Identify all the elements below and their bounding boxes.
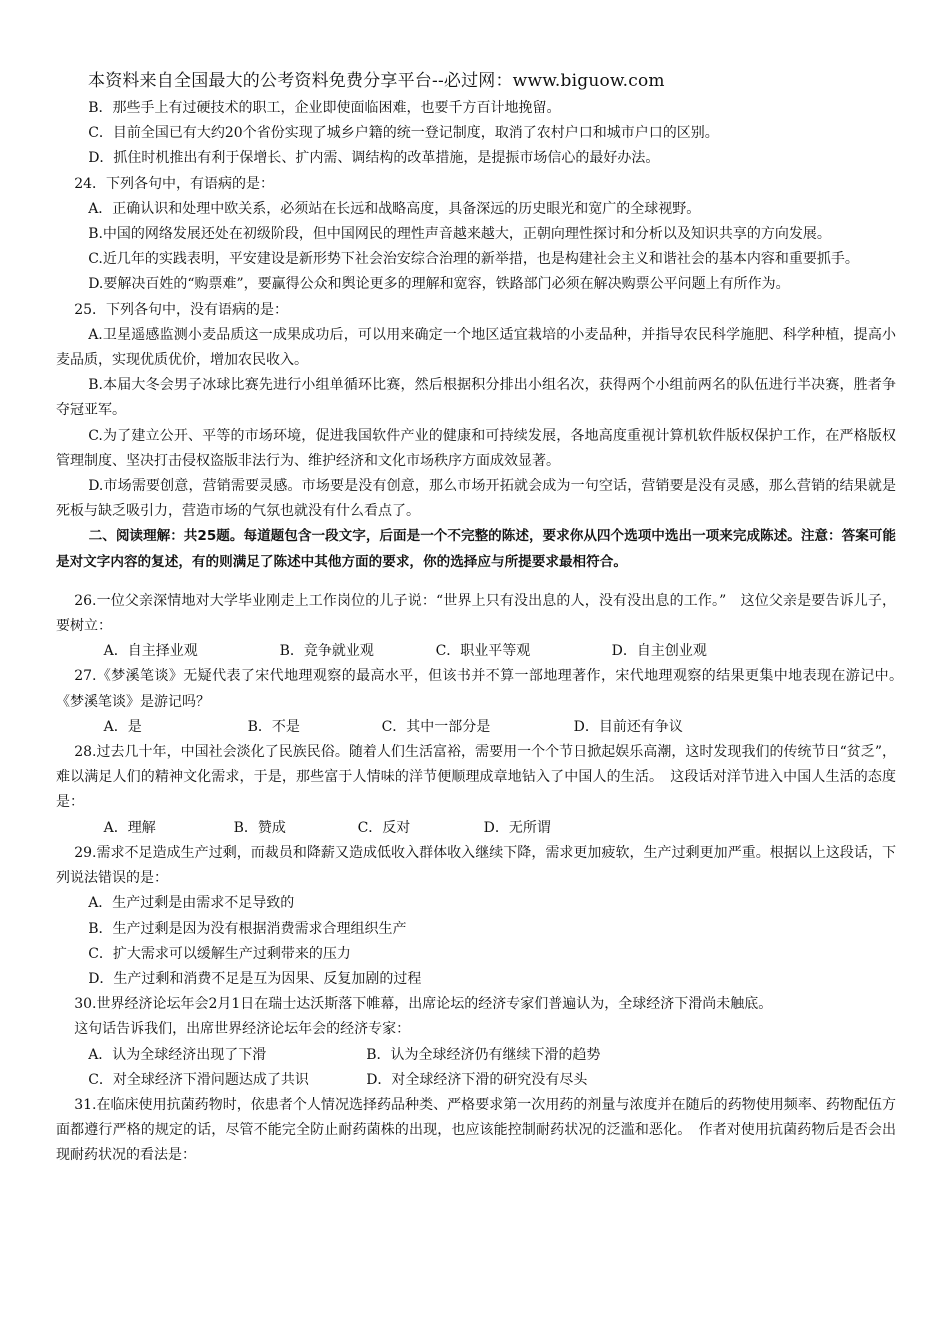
q25-option-c: C.为了建立公开、平等的市场环境，促进我国软件产业的健康和可持续发展，各地高度重视计算机软件版权保护工作，在严格版权管理制度、坚决打击侵权盗版非法行为、维护经济和文化市场秩序方面成效显著。: [56, 427, 896, 469]
q24-option-c: C.近几年的实践表明，平安建设是新形势下社会治安综合治理的新举措，也是构建社会主义和谐社会的基本内容和重要抓手。: [88, 251, 859, 268]
section-heading-reading: 二、阅读理解：共25题。每道题包含一段文字，后面是一个不完整的陈述，要求你从四个选项中选出一项来完成陈述。注意：答案可能是对文字内容的复述，有的则满足了陈述中其他方面的要求，你的选择应与所提要求最相符合。: [56, 528, 896, 570]
q27-option-a: A．是: [103, 718, 142, 735]
q26-option-b: B．竞争就业观: [279, 643, 374, 660]
q24-stem: 24．下列各句中，有语病的是：: [74, 175, 275, 192]
q30-options-row2: [56, 1068, 896, 1093]
q26-stem: 26.一位父亲深情地对大学毕业刚走上工作岗位的儿子说：“世界上只有没出息的人，没有没出息的工作。” 这位父亲是要告诉儿子，要树立：: [56, 592, 896, 635]
q28-options: [56, 816, 896, 841]
q28-option-b: B．赞成: [233, 819, 286, 836]
q23-option-c: C．目前全国已有大约20个省份实现了城乡户籍的统一登记制度，取消了农村户口和城市户口的区别。: [88, 125, 719, 142]
q29-option-d: D．生产过剩和消费不足是互为因果、反复加剧的过程: [88, 970, 422, 987]
q24-option-d: D.要解决百姓的“购票难”，要赢得公众和舆论更多的理解和宽容，铁路部门必须在解决购票公平问题上有所作为。: [88, 276, 790, 293]
q23-option-d: D．抓住时机推出有利于保增长、扩内需、调结构的改革措施，是提振市场信心的最好办法。: [88, 150, 660, 167]
q26-option-d: D．自主创业观: [611, 643, 707, 660]
q27-option-c: C．其中一部分是: [381, 718, 491, 735]
q30-option-b: B．认为全球经济仍有继续下滑的趋势: [366, 1046, 601, 1063]
q31-stem: 31.在临床使用抗菌药物时，依患者个人情况选择药品种类、严格要求第一次用药的剂量与浓度并在随后的药物使用频率、药物配伍方面都遵行严格的规定的话，尽管不能完全防止耐药菌株的出现，也应该能控制耐药状况的泛滥和恶化。 作者对使用抗菌药物后是否会出现耐药状况的看法是：: [56, 1096, 896, 1164]
q24-option-b: B.中国的网络发展还处在初级阶段，但中国网民的理性声音越来越大，正朝向理性探讨和分析以及知识共享的方向发展。: [88, 226, 831, 243]
q27-option-b: B．不是: [247, 718, 300, 735]
q26-options: [56, 639, 896, 664]
document-body: [56, 96, 910, 1169]
q27-options: [56, 715, 896, 740]
q25-stem: 25．下列各句中，没有语病的是：: [74, 301, 289, 318]
q26-option-a: A．自主择业观: [103, 643, 198, 660]
q30-option-d: D．对全球经济下滑的研究没有尽头: [366, 1071, 588, 1088]
q25-option-a: A.卫星遥感监测小麦品质这一成果成功后，可以用来确定一个地区适宜栽培的小麦品种，并指导农民科学施肥、科学种植，提高小麦品质，实现优质优价，增加农民收入。: [56, 326, 896, 369]
q30-stem: 30.世界经济论坛年会2月1日在瑞士达沃斯落下帷幕，出席论坛的经济专家们普遍认为，全球经济下滑尚未触底。: [74, 996, 773, 1013]
q25-option-b: B.本届大冬会男子冰球比赛先进行小组单循环比赛，然后根据积分排出小组名次，获得两个小组前两名的队伍进行半决赛，胜者争夺冠亚军。: [56, 377, 896, 419]
q30-options-row1: [56, 1043, 896, 1068]
q30-option-a: A．认为全球经济出现了下滑: [88, 1046, 267, 1063]
q25-option-d: D.市场需要创意，营销需要灵感。市场要是没有创意，那么市场开拓就会成为一句空话，营销要是没有灵感，那么营销的结果就是死板与缺乏吸引力，营造市场的气氛也就没有什么看点了。: [56, 478, 896, 520]
q28-stem: 28.过去几十年，中国社会淡化了民族民俗。随着人们生活富裕，需要用一个个节日掀起娱乐高潮，这时发现我们的传统节日“贫乏”，难以满足人们的精神文化需求，于是，那些富于人情味的洋节便顺理成章地钻入了中国人的生活。 这段话对洋节进入中国人生活的态度是：: [56, 744, 896, 811]
q29-option-b: B．生产过剩是因为没有根据消费需求合理组织生产: [88, 920, 407, 937]
q28-option-a: A．理解: [103, 819, 156, 836]
q27-stem: 27.《梦溪笔谈》无疑代表了宋代地理观察的最高水平，但该书并不算一部地理著作，宋代地理观察的结果更集中地表现在游记中。 《梦溪笔谈》是游记吗？: [56, 668, 910, 710]
q28-option-c: C．反对: [357, 819, 411, 836]
q29-option-c: C．扩大需求可以缓解生产过剩带来的压力: [88, 945, 351, 962]
q30-option-c: C．对全球经济下滑问题达成了共识: [88, 1071, 309, 1088]
q27-option-d: D．目前还有争议: [573, 718, 683, 735]
q24-option-a: A．正确认识和处理中欧关系，必须站在长远和战略高度，具备深远的历史眼光和宽广的全球视野。: [88, 200, 701, 217]
q23-option-b: B．那些手上有过硬技术的职工，企业即使面临困难，也要千方百计地挽留。: [88, 100, 561, 116]
q30-stem-question: 这句话告诉我们，出席世界经济论坛年会的经济专家：: [74, 1021, 411, 1038]
page-header: 本资料来自全国最大的公考资料免费分享平台--必过网：www.biguow.com: [88, 71, 665, 91]
q26-option-c: C．职业平等观: [435, 643, 531, 660]
q29-stem: 29.需求不足造成生产过剩，而裁员和降薪又造成低收入群体收入继续下降，需求更加疲软，生产过剩更加严重。根据以上这段话，下列说法错误的是：: [56, 844, 896, 887]
q29-option-a: A．生产过剩是由需求不足导致的: [88, 895, 295, 912]
q28-option-d: D．无所谓: [483, 819, 551, 836]
